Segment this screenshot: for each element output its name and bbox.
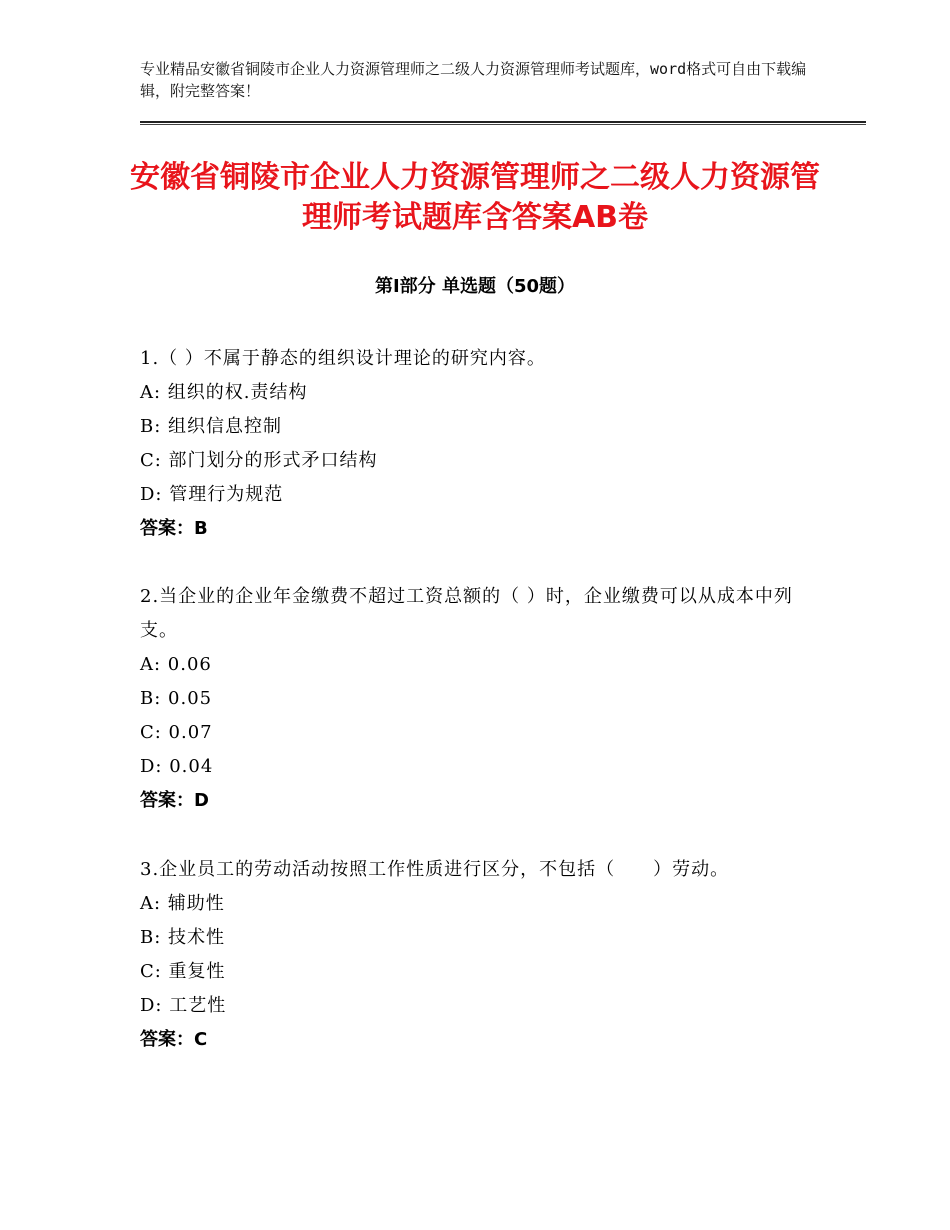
question-1 xyxy=(140,342,810,546)
option-c: C: 0.07 xyxy=(140,722,213,743)
section-title: 第Ⅰ部分 单选题（50题） xyxy=(374,276,575,297)
header-note: 专业精品安徽省铜陵市企业人力资源管理师之二级人力资源管理师考试题库，word格式可自由下载编辑，附完整答案！ xyxy=(140,60,807,100)
option-d: D: 工艺性 xyxy=(140,995,227,1016)
option-a: A: 0.06 xyxy=(140,654,212,675)
question-2 xyxy=(140,580,810,818)
option-a: A: 组织的权.责结构 xyxy=(140,382,308,403)
option-d: D: 0.04 xyxy=(140,756,214,777)
option-b: B: 0.05 xyxy=(140,688,213,709)
option-b: B: 技术性 xyxy=(140,927,226,948)
option-a: A: 辅助性 xyxy=(140,893,225,914)
document-title: 安徽省铜陵市企业人力资源管理师之二级人力资源管理师考试题库含答案AB卷 xyxy=(130,160,820,235)
answer: 答案：B xyxy=(140,518,208,539)
question-stem: 3.企业员工的劳动活动按照工作性质进行区分，不包括（ ）劳动。 xyxy=(140,859,730,880)
option-d: D: 管理行为规范 xyxy=(140,484,284,505)
option-c: C: 重复性 xyxy=(140,961,226,982)
answer: 答案：C xyxy=(140,1029,208,1050)
answer: 答案：D xyxy=(140,790,209,811)
option-c: C: 部门划分的形式矛口结构 xyxy=(140,450,378,471)
question-stem: 1.（ ）不属于静态的组织设计理论的研究内容。 xyxy=(140,348,546,369)
header-divider xyxy=(140,121,866,125)
question-3 xyxy=(140,853,810,1057)
question-stem: 2.当企业的企业年金缴费不超过工资总额的（ ）时，企业缴费可以从成本中列支。 xyxy=(140,586,793,641)
option-b: B: 组织信息控制 xyxy=(140,416,283,437)
